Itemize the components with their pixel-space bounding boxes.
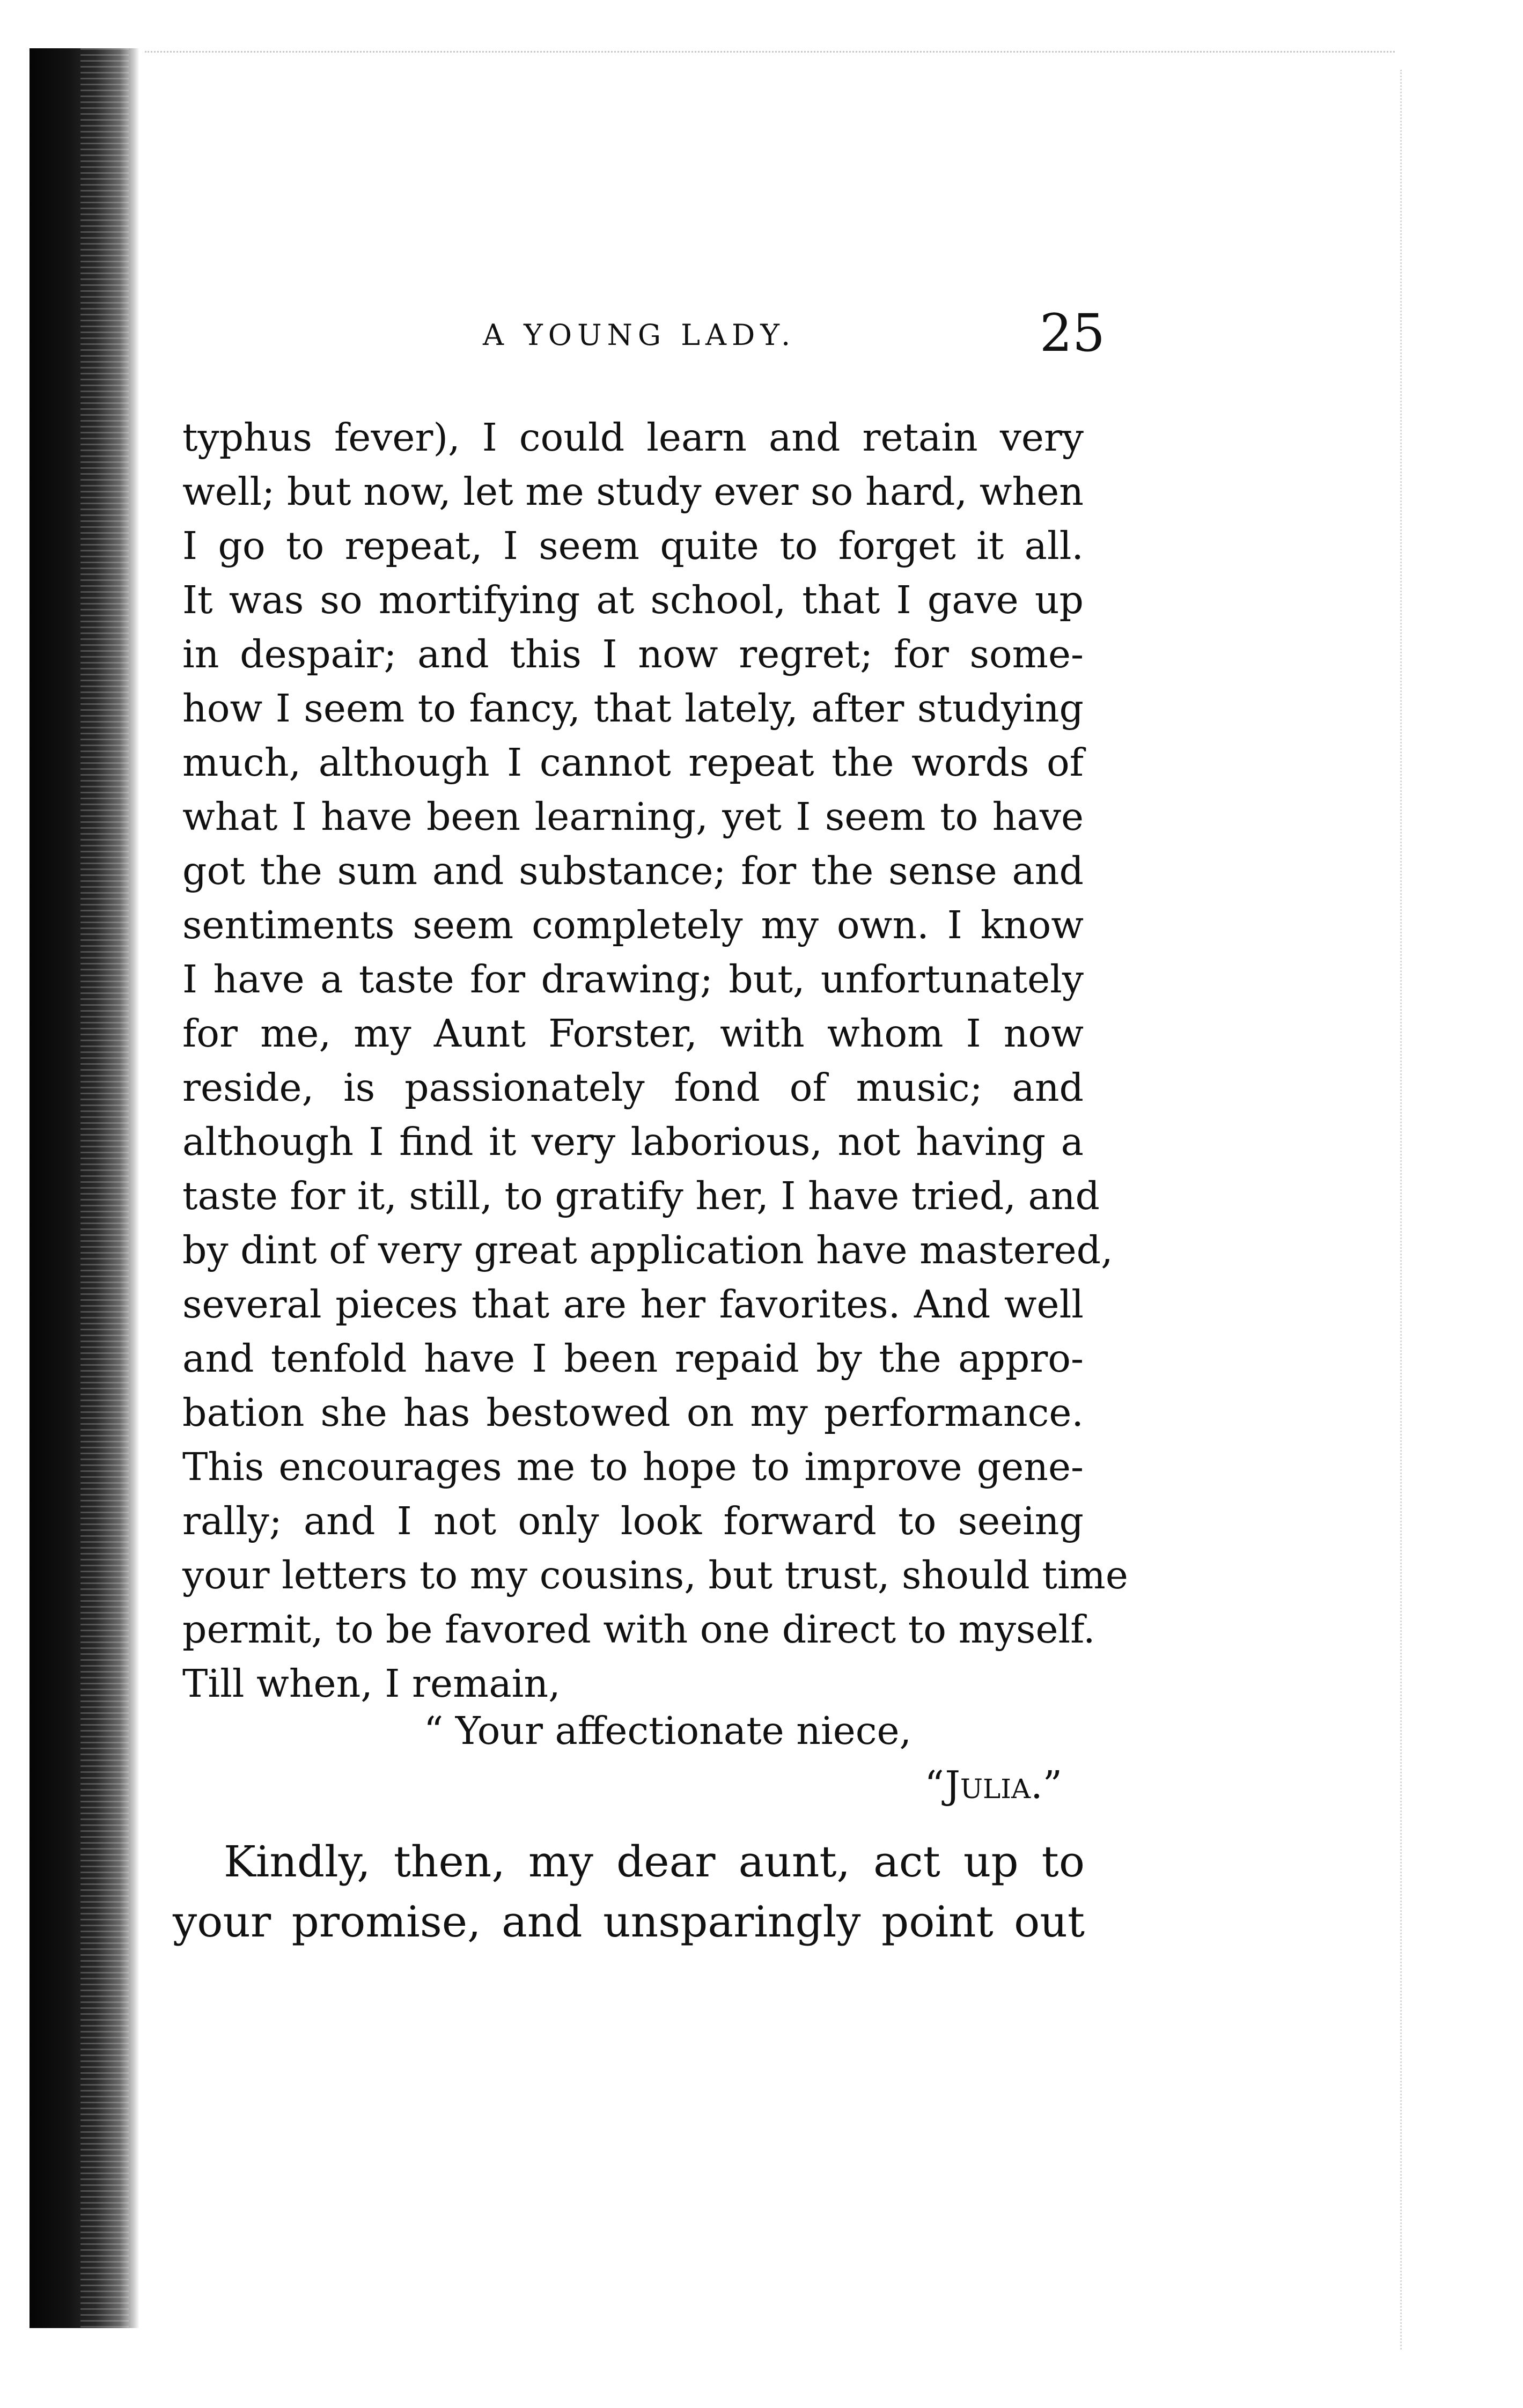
page-header xyxy=(177,303,1121,362)
text-line: It was so mortifying at school, that I gave up xyxy=(182,578,1084,622)
binding-gutter-texture xyxy=(80,48,129,2328)
continuation-paragraph xyxy=(173,1832,1085,1952)
text-line: reside, is passionately fond of music; and xyxy=(182,1065,1084,1110)
text-line: bation she has bestowed on my performance. xyxy=(182,1390,1084,1435)
text-line: what I have been learning, yet I seem to have xyxy=(182,794,1084,839)
text-line: I go to repeat, I seem quite to forget it all. xyxy=(182,524,1084,568)
text-line: I have a taste for drawing; but, unfortunately xyxy=(182,957,1084,1002)
letter-closing xyxy=(182,1704,1084,1812)
page-number: 25 xyxy=(1039,303,1105,363)
text-line: This encourages me to hope to improve gene- xyxy=(182,1445,1084,1489)
text-line: for me, my Aunt Forster, with whom I now xyxy=(182,1011,1084,1056)
text-line: your letters to my cousins, but trust, should time xyxy=(182,1553,1128,1597)
text-line: several pieces that are her favorites. And well xyxy=(182,1282,1084,1327)
text-line: permit, to be favored with one direct to myself. xyxy=(182,1607,1095,1652)
text-line: sentiments seem completely my own. I know xyxy=(182,903,1084,947)
paragraph-line: your promise, and unsparingly point out xyxy=(173,1897,1085,1947)
text-line: rally; and I not only look forward to seeing xyxy=(182,1499,1084,1543)
text-line: much, although I cannot repeat the words of xyxy=(182,740,1084,785)
text-line: got the sum and substance; for the sense and xyxy=(182,849,1084,893)
text-line: and tenfold have I been repaid by the appro- xyxy=(182,1336,1084,1381)
text-line: Till when, I remain, xyxy=(182,1661,561,1706)
text-line: how I seem to fancy, that lately, after studying xyxy=(182,686,1084,731)
paragraph-line: Kindly, then, my dear aunt, act up to xyxy=(224,1837,1085,1887)
running-title: A YOUNG LADY. xyxy=(483,318,796,352)
text-line: typhus fever), I could learn and retain very xyxy=(182,415,1084,460)
text-line: although I find it very laborious, not having a xyxy=(182,1120,1084,1164)
valediction: “ Your affectionate niece, xyxy=(424,1709,912,1753)
text-line: by dint of very great application have mastered, xyxy=(182,1228,1113,1272)
page-right-edge xyxy=(1400,70,1402,2350)
page-top-edge xyxy=(145,51,1395,53)
text-line: in despair; and this I now regret; for some- xyxy=(182,632,1084,676)
signature: “Julia.” xyxy=(924,1763,1062,1807)
text-line: taste for it, still, to gratify her, I have tried, and xyxy=(182,1174,1100,1218)
letter-body xyxy=(182,410,1128,1711)
text-line: well; but now, let me study ever so hard, when xyxy=(182,469,1084,514)
